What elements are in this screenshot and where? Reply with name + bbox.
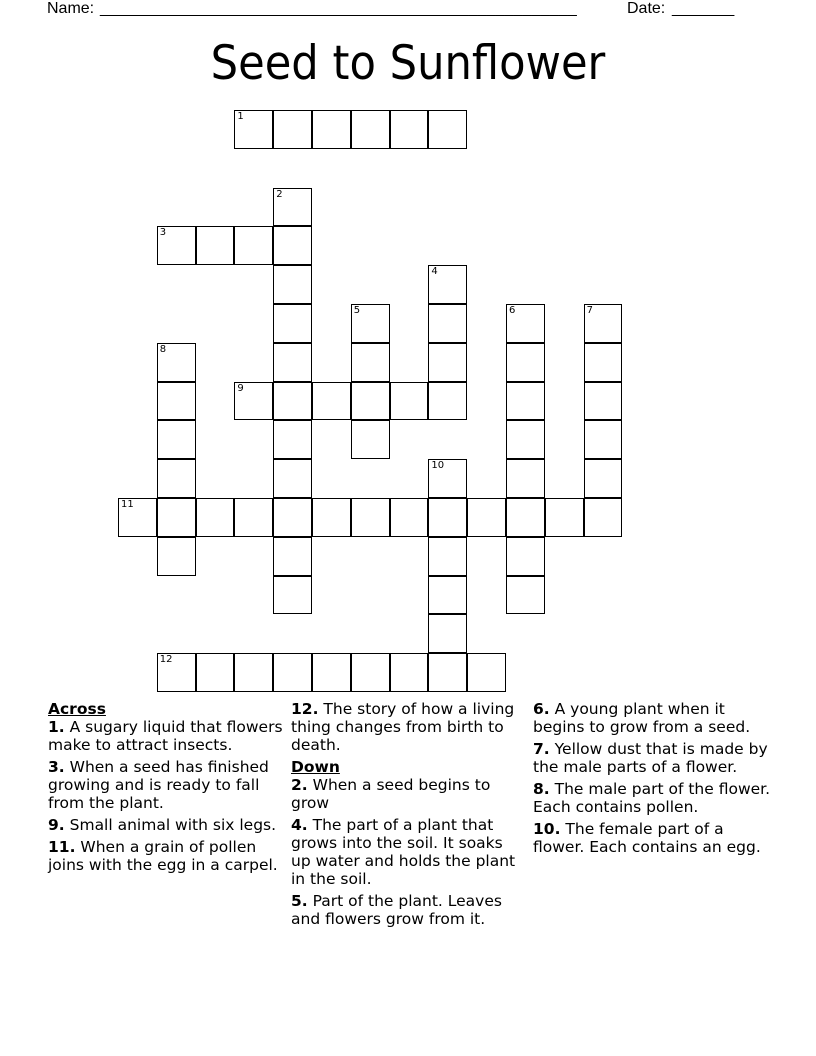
- grid-cell[interactable]: [584, 382, 623, 421]
- grid-cell[interactable]: [428, 110, 467, 149]
- clue-number: 10.: [533, 820, 561, 838]
- grid-cell[interactable]: [312, 498, 351, 537]
- grid-cell[interactable]: [428, 382, 467, 421]
- grid-cell[interactable]: [428, 265, 467, 304]
- grid-cell[interactable]: [506, 382, 545, 421]
- date-label: Date:: [627, 0, 666, 17]
- clue-number: 6.: [533, 700, 550, 718]
- grid-cell[interactable]: [234, 653, 273, 692]
- clue-down-5: [291, 892, 523, 928]
- grid-cell[interactable]: [273, 459, 312, 498]
- clue-across-11: [48, 838, 286, 874]
- grid-cell[interactable]: [118, 498, 157, 537]
- clue-number-label: 12: [159, 654, 173, 666]
- name-label: Name:: [47, 0, 95, 17]
- grid-cell[interactable]: [273, 226, 312, 265]
- grid-cell[interactable]: [506, 537, 545, 576]
- clue-number: 7.: [533, 740, 550, 758]
- grid-cell[interactable]: [157, 226, 196, 265]
- clue-down-4: [291, 816, 523, 888]
- clue-number-label: 9: [237, 382, 244, 394]
- grid-cell[interactable]: [506, 576, 545, 615]
- grid-cell[interactable]: [273, 382, 312, 421]
- grid-cell[interactable]: [312, 382, 351, 421]
- grid-cell[interactable]: [234, 498, 273, 537]
- clue-text: A sugary liquid that flowers make to attract insects.: [48, 718, 283, 754]
- clue-text: Small animal with six legs.: [69, 816, 277, 834]
- grid-cell[interactable]: [506, 420, 545, 459]
- clue-number-label: 5: [353, 305, 361, 316]
- clue-number: 5.: [291, 892, 308, 910]
- clue-across-9: [48, 816, 286, 834]
- grid-cell[interactable]: [506, 459, 545, 498]
- grid-cell[interactable]: [545, 498, 584, 537]
- grid-cell[interactable]: [390, 653, 429, 692]
- grid-cell[interactable]: [351, 343, 390, 382]
- grid-cell[interactable]: [467, 653, 506, 692]
- grid-cell[interactable]: [157, 459, 196, 498]
- clue-text: Yellow dust that is made by the male parts of a flower.: [533, 740, 768, 776]
- clues-column-1: [48, 700, 286, 878]
- grid-cell[interactable]: [390, 110, 429, 149]
- clue-number: 12.: [291, 700, 319, 718]
- grid-cell[interactable]: [234, 226, 273, 265]
- clue-text: When a seed has finished growing and is ready to fall from the plant.: [48, 758, 269, 812]
- grid-cell[interactable]: [584, 304, 623, 343]
- clue-number: 2.: [291, 776, 308, 794]
- grid-cell[interactable]: [157, 537, 196, 576]
- clues-column-3: [533, 700, 773, 860]
- page-title: Seed to Sunflower: [210, 36, 606, 91]
- name-field[interactable]: _____________________________________________________: [100, 0, 577, 17]
- clue-number: 8.: [533, 780, 550, 798]
- clue-text: The female part of a flower. Each contains an egg.: [533, 820, 761, 856]
- grid-cell[interactable]: [273, 653, 312, 692]
- clue-text: Part of the plant. Leaves and flowers grow from it.: [291, 892, 502, 928]
- grid-cell[interactable]: [467, 498, 506, 537]
- grid-cell[interactable]: [273, 265, 312, 304]
- grid-cell[interactable]: [234, 110, 273, 149]
- grid-cell[interactable]: [390, 498, 429, 537]
- grid-cell[interactable]: [584, 459, 623, 498]
- grid-cell[interactable]: [157, 343, 196, 382]
- grid-cell[interactable]: [157, 653, 196, 692]
- across-heading: Across: [48, 700, 106, 718]
- grid-cell[interactable]: [584, 343, 623, 382]
- clue-number-label: 7: [586, 305, 593, 316]
- clue-number: 11.: [48, 838, 76, 856]
- clue-number-label: 4: [431, 266, 438, 278]
- clue-text: A young plant when it begins to grow from a seed.: [533, 700, 751, 736]
- grid-cell[interactable]: [428, 498, 467, 537]
- clue-number: 1.: [48, 718, 65, 736]
- grid-cell[interactable]: [351, 653, 390, 692]
- grid-cell[interactable]: [273, 304, 312, 343]
- date-field[interactable]: _______: [672, 0, 735, 17]
- clue-number-label: 1: [237, 111, 244, 122]
- grid-cell[interactable]: [196, 653, 235, 692]
- clue-number-label: 11: [121, 499, 134, 510]
- clue-across-12: [291, 700, 523, 754]
- grid-cell[interactable]: [196, 498, 235, 537]
- grid-cell[interactable]: [428, 576, 467, 615]
- grid-cell[interactable]: [428, 343, 467, 382]
- clue-across-1: [48, 718, 286, 754]
- grid-cell[interactable]: [506, 498, 545, 537]
- clue-down-7: [533, 740, 773, 776]
- grid-cell[interactable]: [390, 382, 429, 421]
- grid-cell[interactable]: [584, 420, 623, 459]
- grid-cell[interactable]: [351, 420, 390, 459]
- grid-cell[interactable]: [273, 420, 312, 459]
- clue-number-label: 10: [431, 460, 445, 472]
- grid-cell[interactable]: [273, 188, 312, 227]
- grid-cell[interactable]: [351, 498, 390, 537]
- grid-cell[interactable]: [351, 382, 390, 421]
- clue-text: The story of how a living thing changes from birth to death.: [291, 700, 515, 754]
- clue-down-10: [533, 820, 773, 856]
- grid-cell[interactable]: [506, 343, 545, 382]
- clue-number-label: 6: [509, 305, 516, 316]
- grid-cell[interactable]: [273, 576, 312, 615]
- clue-number: 4.: [291, 816, 308, 834]
- clue-number-label: 8: [159, 343, 167, 355]
- clue-text: When a grain of pollen joins with the egg in a carpel.: [48, 838, 278, 874]
- grid-cell[interactable]: [273, 537, 312, 576]
- clue-down-6: [533, 700, 773, 736]
- grid-cell[interactable]: [157, 420, 196, 459]
- grid-cell[interactable]: [312, 110, 351, 149]
- clue-number: 9.: [48, 816, 65, 834]
- grid-cell[interactable]: [273, 343, 312, 382]
- grid-cell[interactable]: [351, 110, 390, 149]
- clue-number-label: 3: [159, 227, 167, 239]
- grid-cell[interactable]: [428, 459, 467, 498]
- clue-text: When a seed begins to grow: [291, 776, 491, 812]
- clue-down-8: [533, 780, 773, 816]
- grid-cell[interactable]: [584, 498, 623, 537]
- grid-cell[interactable]: [506, 304, 545, 343]
- grid-cell[interactable]: [428, 614, 467, 653]
- grid-cell[interactable]: [428, 537, 467, 576]
- clue-text: The part of a plant that grows into the soil. It soaks up water and holds the plant in the soil.: [291, 816, 516, 888]
- clue-across-3: [48, 758, 286, 812]
- grid-cell[interactable]: [234, 382, 273, 421]
- grid-cell[interactable]: [157, 382, 196, 421]
- clue-number-label: 2: [276, 188, 283, 200]
- grid-cell[interactable]: [196, 226, 235, 265]
- grid-cell[interactable]: [312, 653, 351, 692]
- grid-cell[interactable]: [351, 304, 390, 343]
- grid-cell[interactable]: [157, 498, 196, 537]
- grid-cell[interactable]: [273, 110, 312, 149]
- clue-down-2: [291, 776, 523, 812]
- clues-column-2: [291, 700, 523, 932]
- down-heading: Down: [291, 758, 340, 776]
- grid-cell[interactable]: [273, 498, 312, 537]
- clue-text: The male part of the flower. Each contains pollen.: [533, 780, 771, 816]
- grid-cell[interactable]: [428, 304, 467, 343]
- clue-number: 3.: [48, 758, 65, 776]
- grid-cell[interactable]: [428, 653, 467, 692]
